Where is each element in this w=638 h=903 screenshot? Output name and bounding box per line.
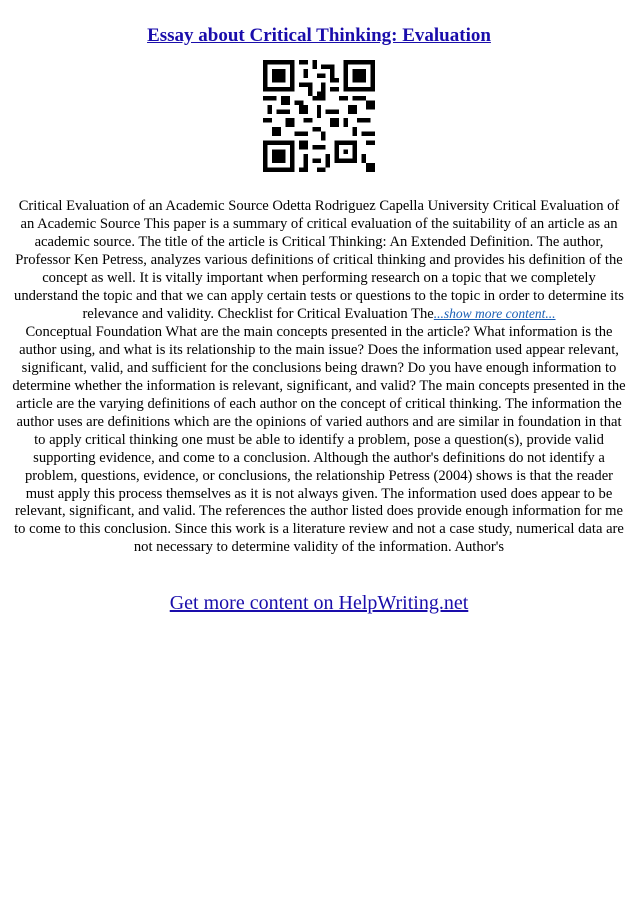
qr-code-graphic (263, 60, 375, 172)
excerpt-paragraph-2 (12, 324, 626, 557)
show-more-link[interactable]: ...show more content... (433, 306, 556, 322)
excerpt-text-1: Critical Evaluation of an Academic Source Odetta Rodriguez Capella University Critical Evaluation of an Academic Source This paper is a summary of critical evaluation of the suitability of an article as an academic source. The title of the article is Critical Thinking: An Extended Definition. The author, Professor Ken Petress, analyzes various definitions of critical thinking and provides his definition of the concept as well. It is vitally important when performing research on a topic that we completely understand the topic and that we can apply certain tests or questions to the topic in order to determine its relevance and validity. Checklist for Critical Evaluation The (14, 198, 624, 323)
page-title (0, 24, 638, 48)
title-link[interactable]: Essay about Critical Thinking: Evaluation (147, 25, 491, 46)
excerpt-text-2: Conceptual Foundation What are the main concepts presented in the article? What information is the author using, and what is its relationship to the main issue? Does the information used appear relevant, significant, valid, and sufficient for the conclusions being drawn? Do you have enough information to determine whether the information is relevant, significant, and valid? The main concepts presented in the article are the varying definitions of each author on the concept of critical thinking. The information the author uses are definitions which are the opinions of varied authors and are similar in foundation in that to apply critical thinking one must be able to identify a problem, pose a question(s), provide valid supporting evidence, and come to a conclusion. Although the author's definitions do not identify a problem, questions, evidence, or conclusions, the relationship Petress (2004) shows is that the reader must apply this process themselves as it is not always given. The information used does appear to be relevant, significant, and valid. The references the author listed does provide enough information for me to come to this conclusion. Since this work is a literature review and not a case study, numerical data are not necessary to determine validity of the information. Author's (12, 324, 626, 556)
get-more-content (0, 590, 638, 616)
qr-code-icon (263, 60, 375, 172)
essay-excerpt (12, 198, 626, 557)
excerpt-paragraph-1 (12, 198, 626, 324)
helpwriting-link[interactable]: Get more content on HelpWriting.net (169, 592, 469, 614)
